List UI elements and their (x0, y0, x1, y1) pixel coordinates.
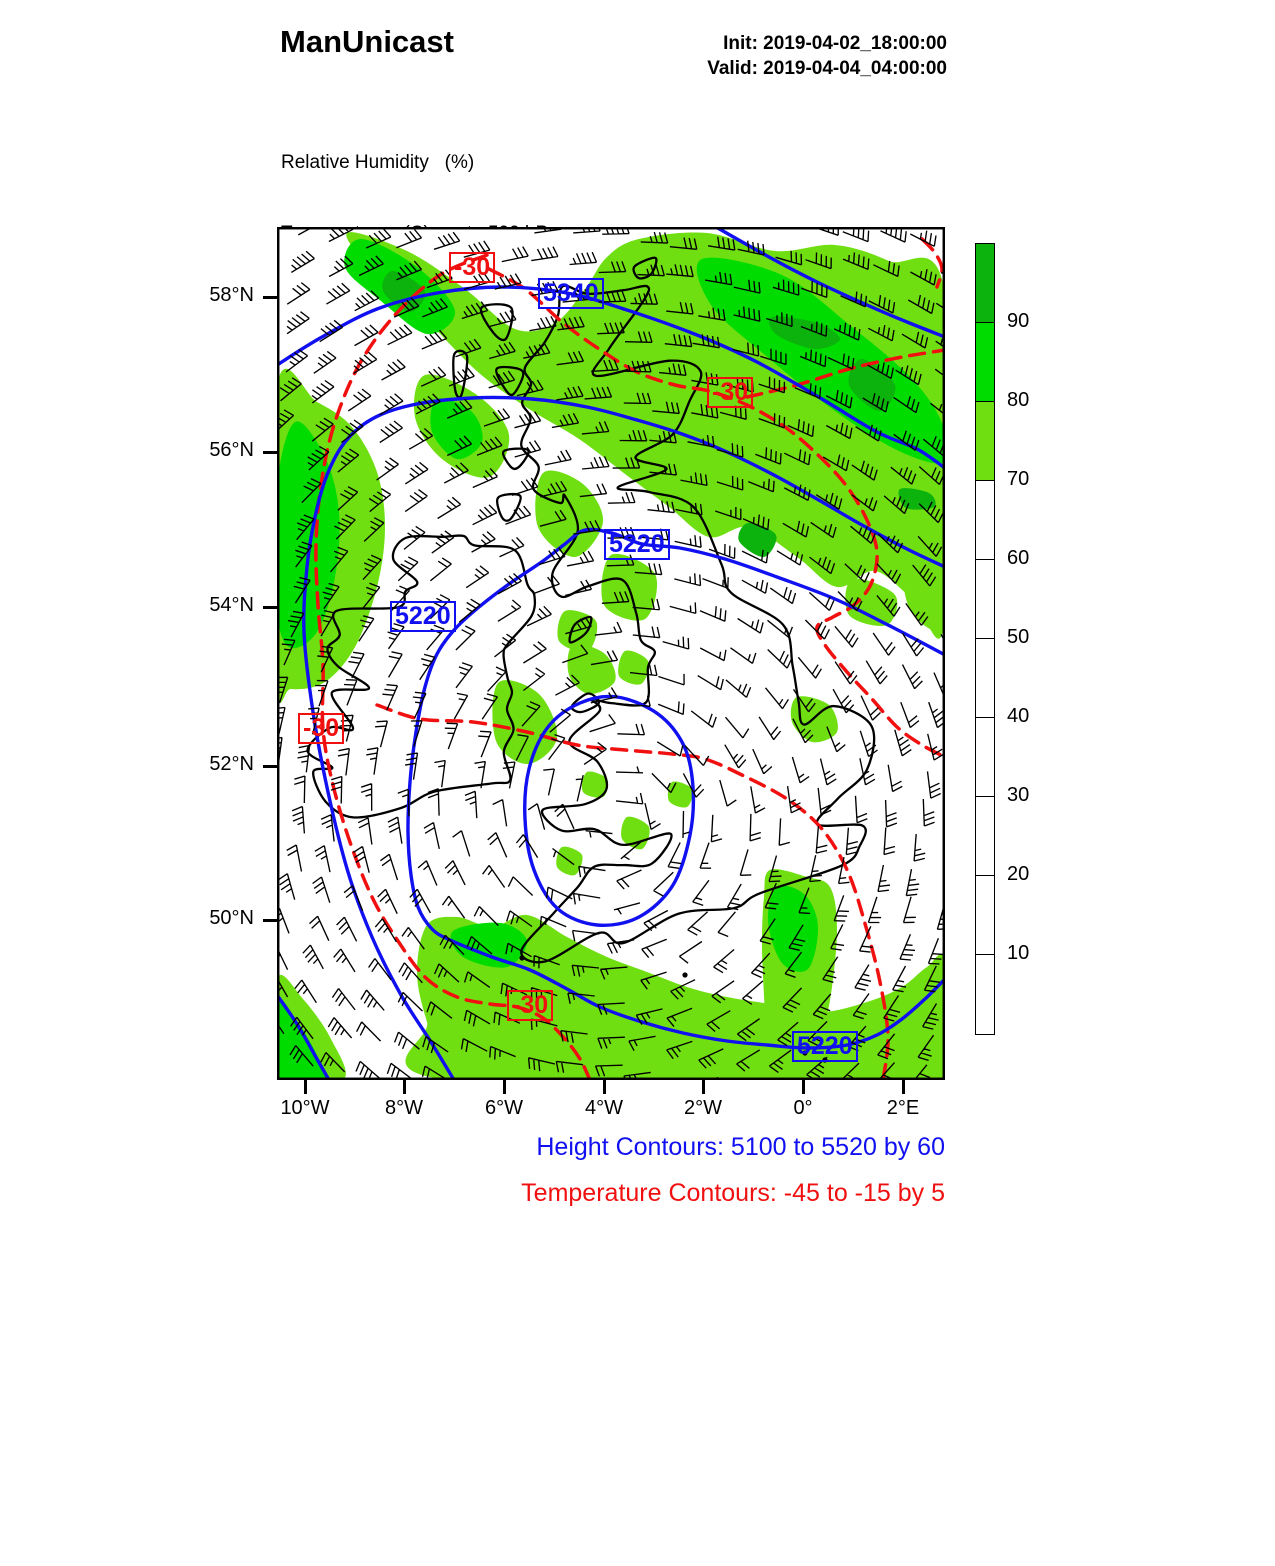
lon-tick-mark (304, 1080, 307, 1094)
height-contour-label: 5220 (390, 601, 456, 632)
map-canvas (277, 227, 945, 1080)
lat-tick-mark (263, 606, 277, 609)
height-contour-label: 5220 (792, 1031, 858, 1062)
lon-tick-label: 2°W (684, 1097, 722, 1119)
lon-tick-mark (802, 1080, 805, 1094)
colorbar-segment (975, 796, 995, 877)
lat-tick-label: 56°N (209, 439, 254, 461)
lon-tick-label: 2°E (886, 1097, 920, 1119)
run-time-block (560, 31, 947, 81)
lat-tick-label: 54°N (209, 594, 254, 616)
colorbar-tick-label: 70 (1007, 468, 1030, 490)
height-contours-caption: Height Contours: 5100 to 5520 by 60 (536, 1133, 945, 1161)
colorbar-tick-label: 30 (1007, 784, 1030, 806)
height-contour-label: 5340 (538, 278, 604, 309)
lat-tick-mark (263, 919, 277, 922)
temperature-contours-caption: Temperature Contours: -45 to -15 by 5 (521, 1179, 945, 1207)
colorbar-tick-label: 50 (1007, 626, 1030, 648)
colorbar-segment (975, 243, 995, 324)
lat-tick-label: 58°N (209, 284, 254, 306)
colorbar-tick-label: 20 (1007, 863, 1030, 885)
lon-tick-label: 8°W (385, 1097, 423, 1119)
lon-tick-label: 6°W (485, 1097, 523, 1119)
height-contour-label: 5220 (604, 529, 670, 560)
lon-tick-label: 4°W (585, 1097, 623, 1119)
lon-tick-mark (503, 1080, 506, 1094)
small-island (682, 972, 687, 977)
colorbar-segment (975, 638, 995, 719)
brand-title: ManUnicast (280, 24, 454, 59)
small-island (519, 955, 524, 960)
temperature-contour-label: -30 (507, 990, 553, 1021)
lon-tick-mark (603, 1080, 606, 1094)
colorbar-segment (975, 401, 995, 482)
colorbar-tick-label: 60 (1007, 547, 1030, 569)
colorbar-tick-label: 90 (1007, 310, 1030, 332)
init-time: Init: 2019-04-02_18:00:00 (723, 33, 947, 54)
valid-time: Valid: 2019-04-04_04:00:00 (707, 58, 947, 79)
colorbar-segment (975, 875, 995, 956)
lon-tick-mark (902, 1080, 905, 1094)
colorbar-tick-label: 10 (1007, 942, 1030, 964)
colorbar-segment (975, 954, 995, 1035)
lat-tick-label: 50°N (209, 907, 254, 929)
temperature-contour-label: -30 (707, 377, 753, 408)
lat-tick-mark (263, 451, 277, 454)
colorbar-segment (975, 717, 995, 798)
lat-tick-mark (263, 765, 277, 768)
colorbar-tick-label: 80 (1007, 389, 1030, 411)
map-layers (277, 227, 945, 1080)
field-relative-humidity: Relative Humidity (%) (281, 152, 475, 173)
temperature-contour-label: -30 (298, 713, 344, 744)
colorbar-segment (975, 480, 995, 561)
lon-tick-label: 0° (793, 1097, 813, 1119)
colorbar-segment (975, 559, 995, 640)
lat-tick-label: 52°N (209, 753, 254, 775)
lon-tick-mark (702, 1080, 705, 1094)
temperature-contour-label: -30 (449, 252, 495, 283)
lon-tick-label: 10°W (280, 1097, 330, 1119)
lon-tick-mark (403, 1080, 406, 1094)
colorbar-segment (975, 322, 995, 403)
colorbar-tick-label: 40 (1007, 705, 1030, 727)
lat-tick-mark (263, 296, 277, 299)
